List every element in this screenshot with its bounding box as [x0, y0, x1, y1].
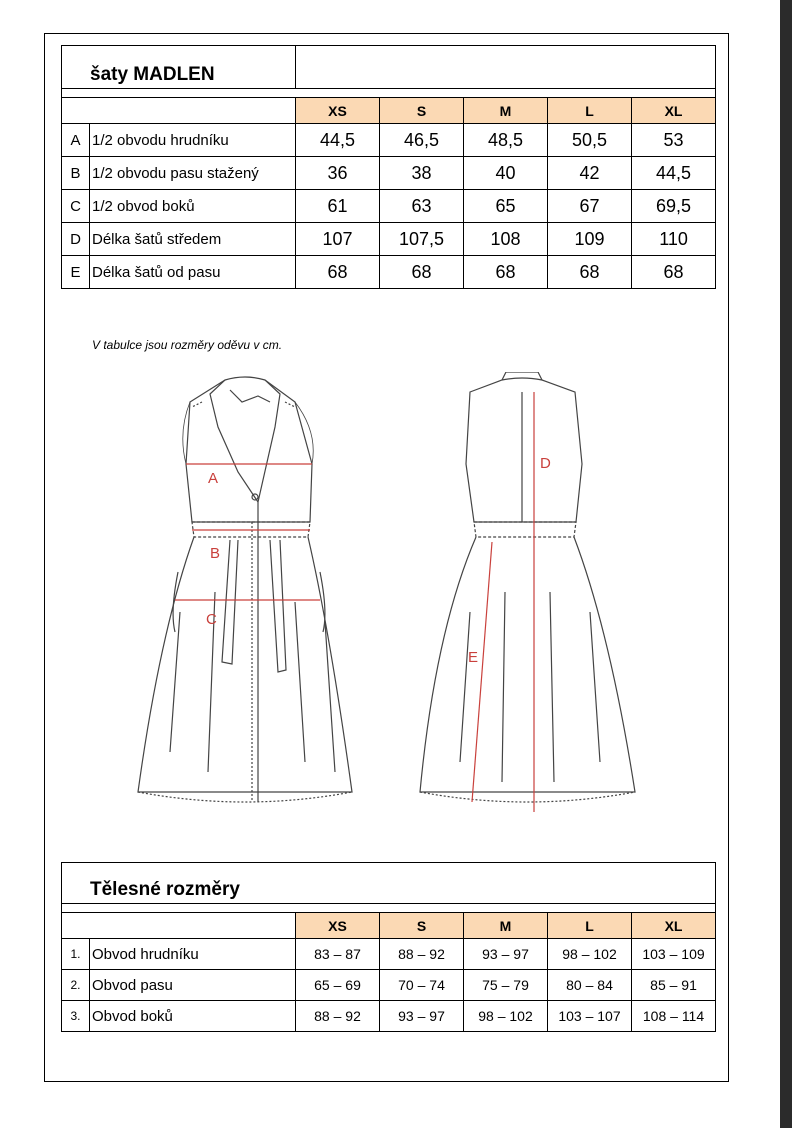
cell-value: 103 – 107: [548, 1001, 632, 1032]
row-number: 2.: [62, 970, 90, 1001]
table-row: [62, 124, 716, 157]
size-header: XS: [296, 98, 380, 124]
row-label: Obvod hrudníku: [90, 939, 296, 970]
cell-value: 42: [548, 157, 632, 190]
size-header: L: [548, 913, 632, 939]
cell-value: 88 – 92: [296, 1001, 380, 1032]
cell-value: 67: [548, 190, 632, 223]
header-blank-cell: [62, 913, 296, 939]
cell-value: 65: [464, 190, 548, 223]
garment-size-table: [61, 45, 716, 289]
cell-value: 70 – 74: [380, 970, 464, 1001]
row-letter: A: [62, 124, 90, 157]
cell-value: 93 – 97: [380, 1001, 464, 1032]
label-e: E: [468, 649, 479, 666]
dress-front-view: [138, 377, 352, 802]
row-label: Délka šatů od pasu: [90, 256, 296, 289]
cell-value: 107,5: [380, 223, 464, 256]
row-label: Obvod boků: [90, 1001, 296, 1032]
row-label: Obvod pasu: [90, 970, 296, 1001]
cell-value: 68: [380, 256, 464, 289]
cell-value: 36: [296, 157, 380, 190]
cell-value: 83 – 87: [296, 939, 380, 970]
size-header: S: [380, 98, 464, 124]
cell-value: 44,5: [296, 124, 380, 157]
table-row: [62, 190, 716, 223]
label-c: C: [206, 611, 217, 628]
table-row: [62, 256, 716, 289]
cell-value: 75 – 79: [464, 970, 548, 1001]
measurement-note: V tabulce jsou rozměry oděvu v cm.: [92, 338, 283, 352]
cell-value: 50,5: [548, 124, 632, 157]
window-edge-bar: [780, 0, 792, 1128]
cell-value: 108: [464, 223, 548, 256]
cell-value: 61: [296, 190, 380, 223]
row-letter: E: [62, 256, 90, 289]
cell-value: 93 – 97: [464, 939, 548, 970]
cell-value: 85 – 91: [632, 970, 716, 1001]
size-header: XL: [632, 98, 716, 124]
table-row: [62, 970, 716, 1001]
cell-value: 63: [380, 190, 464, 223]
table-row: [62, 939, 716, 970]
cell-value: 68: [464, 256, 548, 289]
dress-back-view: [420, 372, 635, 802]
cell-value: 98 – 102: [464, 1001, 548, 1032]
cell-value: 88 – 92: [380, 939, 464, 970]
cell-value: 107: [296, 223, 380, 256]
cell-value: 46,5: [380, 124, 464, 157]
row-letter: D: [62, 223, 90, 256]
dress-technical-drawing: [130, 372, 650, 822]
table-row: [62, 223, 716, 256]
cell-value: 109: [548, 223, 632, 256]
spacer-row: [62, 89, 716, 98]
cell-value: 48,5: [464, 124, 548, 157]
header-blank-cell: [62, 98, 296, 124]
cell-value: 68: [548, 256, 632, 289]
size-header: M: [464, 98, 548, 124]
measure-line-e: [472, 542, 492, 802]
row-letter: B: [62, 157, 90, 190]
cell-value: 98 – 102: [548, 939, 632, 970]
size-header: S: [380, 913, 464, 939]
cell-value: 44,5: [632, 157, 716, 190]
cell-value: 38: [380, 157, 464, 190]
row-number: 3.: [62, 1001, 90, 1032]
size-header: L: [548, 98, 632, 124]
label-d: D: [540, 455, 551, 472]
cell-value: 103 – 109: [632, 939, 716, 970]
table-row: [62, 157, 716, 190]
title-blank-cell: [296, 46, 716, 89]
measurement-lines: [175, 392, 534, 812]
body-table-title: Tělesné rozměry: [62, 863, 716, 904]
row-number: 1.: [62, 939, 90, 970]
garment-table-title: šaty MADLEN: [62, 46, 296, 89]
cell-value: 68: [632, 256, 716, 289]
cell-value: 108 – 114: [632, 1001, 716, 1032]
cell-value: 69,5: [632, 190, 716, 223]
size-header: XL: [632, 913, 716, 939]
label-b: B: [210, 545, 221, 562]
row-label: Délka šatů středem: [90, 223, 296, 256]
row-letter: C: [62, 190, 90, 223]
row-label: 1/2 obvodu hrudníku: [90, 124, 296, 157]
row-label: 1/2 obvod boků: [90, 190, 296, 223]
cell-value: 80 – 84: [548, 970, 632, 1001]
cell-value: 40: [464, 157, 548, 190]
spacer-row: [62, 904, 716, 913]
body-size-table: [61, 862, 716, 1032]
label-a: A: [208, 470, 219, 487]
cell-value: 110: [632, 223, 716, 256]
cell-value: 65 – 69: [296, 970, 380, 1001]
size-header: M: [464, 913, 548, 939]
cell-value: 53: [632, 124, 716, 157]
row-label: 1/2 obvodu pasu stažený: [90, 157, 296, 190]
table-row: [62, 1001, 716, 1032]
size-header: XS: [296, 913, 380, 939]
cell-value: 68: [296, 256, 380, 289]
